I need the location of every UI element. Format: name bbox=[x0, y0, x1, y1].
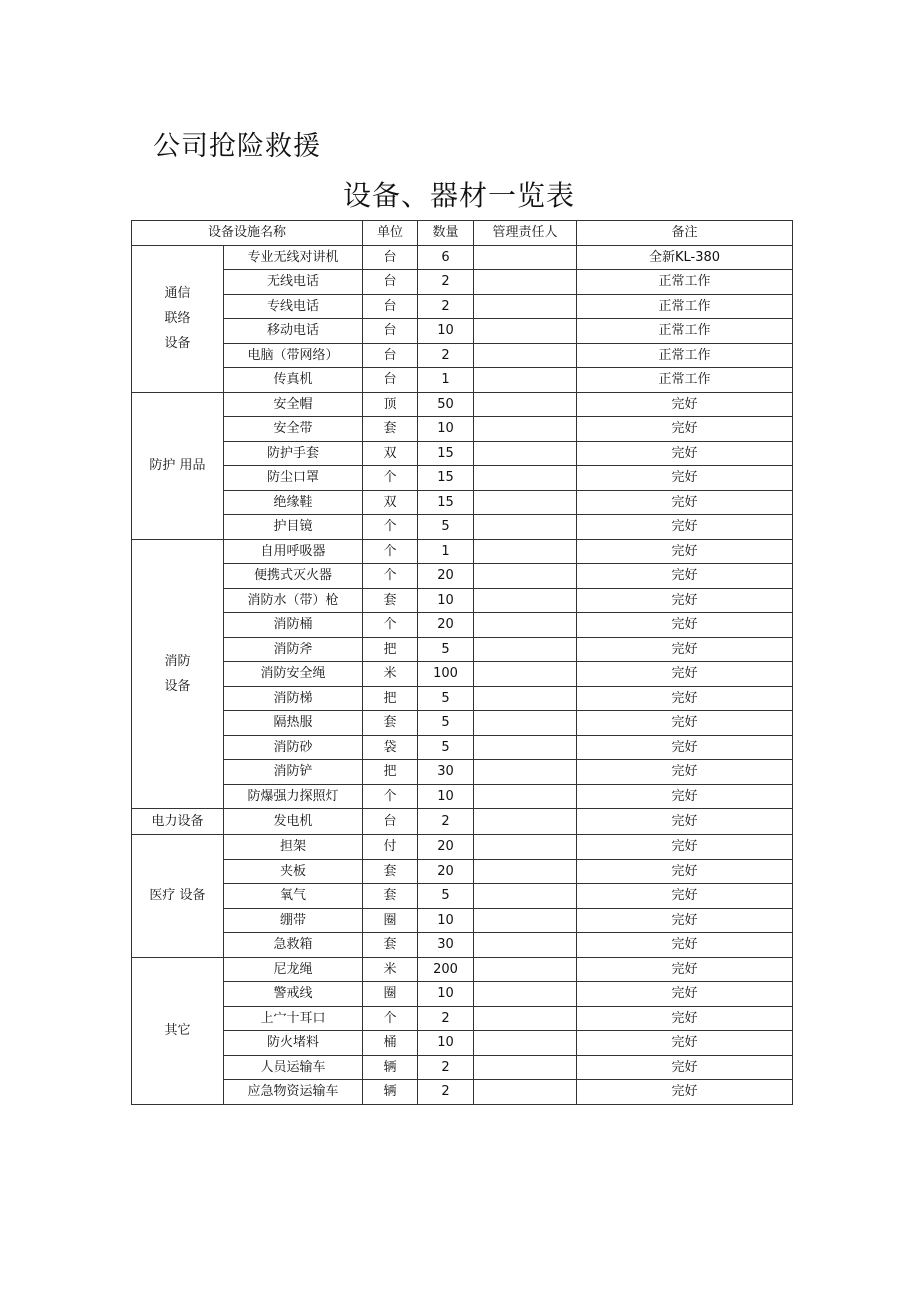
cell-name: 电脑（带网络） bbox=[224, 343, 363, 368]
cell-manager bbox=[474, 982, 577, 1007]
cell-unit: 套 bbox=[363, 859, 418, 884]
cell-qty: 2 bbox=[418, 1006, 474, 1031]
cell-qty: 5 bbox=[418, 637, 474, 662]
cell-note: 完好 bbox=[577, 957, 793, 982]
cell-qty: 15 bbox=[418, 490, 474, 515]
cell-name: 护目镜 bbox=[224, 515, 363, 540]
category-label: 防护 用品 bbox=[149, 458, 206, 473]
cell-unit: 套 bbox=[363, 933, 418, 958]
category-cell bbox=[132, 539, 224, 809]
cell-qty: 10 bbox=[418, 1031, 474, 1056]
cell-name: 警戒线 bbox=[224, 982, 363, 1007]
cell-manager bbox=[474, 884, 577, 909]
cell-note: 完好 bbox=[577, 662, 793, 687]
cell-qty: 5 bbox=[418, 686, 474, 711]
cell-qty: 15 bbox=[418, 441, 474, 466]
cell-note: 完好 bbox=[577, 1006, 793, 1031]
cell-note: 完好 bbox=[577, 417, 793, 442]
category-label: 其它 bbox=[164, 1023, 191, 1038]
cell-note: 完好 bbox=[577, 859, 793, 884]
cell-manager bbox=[474, 637, 577, 662]
cell-unit: 辆 bbox=[363, 1080, 418, 1105]
category-cell bbox=[132, 245, 224, 392]
cell-note: 完好 bbox=[577, 1031, 793, 1056]
cell-unit: 米 bbox=[363, 662, 418, 687]
table-row bbox=[132, 490, 793, 515]
table-row bbox=[132, 784, 793, 809]
cell-manager bbox=[474, 490, 577, 515]
cell-qty: 30 bbox=[418, 933, 474, 958]
table-row bbox=[132, 957, 793, 982]
cell-note: 完好 bbox=[577, 784, 793, 809]
table-row bbox=[132, 809, 793, 835]
cell-note: 正常工作 bbox=[577, 270, 793, 295]
category-label: 医疗 设备 bbox=[149, 888, 206, 904]
cell-name: 专线电话 bbox=[224, 294, 363, 319]
cell-qty: 10 bbox=[418, 908, 474, 933]
cell-unit: 台 bbox=[363, 319, 418, 344]
cell-manager bbox=[474, 270, 577, 295]
header-name: 设备设施名称 bbox=[132, 221, 363, 246]
cell-name: 消防安全绳 bbox=[224, 662, 363, 687]
cell-unit: 个 bbox=[363, 515, 418, 540]
cell-note: 完好 bbox=[577, 564, 793, 589]
cell-unit: 米 bbox=[363, 957, 418, 982]
cell-manager bbox=[474, 686, 577, 711]
cell-note: 完好 bbox=[577, 613, 793, 638]
cell-manager bbox=[474, 809, 577, 835]
category-label: 消防 bbox=[164, 653, 191, 669]
cell-note: 完好 bbox=[577, 637, 793, 662]
cell-name: 防尘口罩 bbox=[224, 466, 363, 491]
cell-qty: 2 bbox=[418, 809, 474, 835]
cell-name: 消防铲 bbox=[224, 760, 363, 785]
cell-manager bbox=[474, 760, 577, 785]
cell-unit: 台 bbox=[363, 270, 418, 295]
cell-qty: 2 bbox=[418, 343, 474, 368]
table-row bbox=[132, 662, 793, 687]
table-row bbox=[132, 835, 793, 860]
cell-manager bbox=[474, 294, 577, 319]
cell-qty: 5 bbox=[418, 515, 474, 540]
cell-qty: 2 bbox=[418, 1080, 474, 1105]
table-row bbox=[132, 933, 793, 958]
cell-note: 完好 bbox=[577, 441, 793, 466]
cell-unit: 个 bbox=[363, 784, 418, 809]
cell-qty: 20 bbox=[418, 564, 474, 589]
page-title: 公司抢险救援 bbox=[153, 131, 321, 162]
cell-unit: 套 bbox=[363, 417, 418, 442]
cell-name: 绝缘鞋 bbox=[224, 490, 363, 515]
cell-name: 专业无线对讲机 bbox=[224, 245, 363, 270]
table-row bbox=[132, 637, 793, 662]
cell-note: 正常工作 bbox=[577, 343, 793, 368]
table-row bbox=[132, 441, 793, 466]
cell-manager bbox=[474, 441, 577, 466]
cell-qty: 50 bbox=[418, 392, 474, 417]
cell-name: 消防梯 bbox=[224, 686, 363, 711]
table-row bbox=[132, 515, 793, 540]
cell-qty: 20 bbox=[418, 613, 474, 638]
cell-unit: 把 bbox=[363, 686, 418, 711]
cell-unit: 把 bbox=[363, 760, 418, 785]
cell-name: 应急物资运输车 bbox=[224, 1080, 363, 1105]
cell-qty: 100 bbox=[418, 662, 474, 687]
cell-qty: 6 bbox=[418, 245, 474, 270]
category-label: 电力设备 bbox=[151, 814, 204, 829]
cell-qty: 5 bbox=[418, 735, 474, 760]
table-row bbox=[132, 711, 793, 736]
table-row bbox=[132, 319, 793, 344]
cell-qty: 2 bbox=[418, 270, 474, 295]
table-row bbox=[132, 686, 793, 711]
cell-name: 消防桶 bbox=[224, 613, 363, 638]
table-row bbox=[132, 466, 793, 491]
cell-qty: 30 bbox=[418, 760, 474, 785]
cell-manager bbox=[474, 1031, 577, 1056]
cell-unit: 辆 bbox=[363, 1055, 418, 1080]
cell-name: 安全带 bbox=[224, 417, 363, 442]
cell-unit: 双 bbox=[363, 441, 418, 466]
cell-unit: 台 bbox=[363, 245, 418, 270]
cell-manager bbox=[474, 539, 577, 564]
cell-unit: 圈 bbox=[363, 908, 418, 933]
table-row bbox=[132, 1055, 793, 1080]
cell-note: 完好 bbox=[577, 711, 793, 736]
table-row bbox=[132, 1006, 793, 1031]
cell-qty: 10 bbox=[418, 784, 474, 809]
header-note: 备注 bbox=[577, 221, 793, 246]
cell-unit: 双 bbox=[363, 490, 418, 515]
cell-manager bbox=[474, 859, 577, 884]
cell-note: 正常工作 bbox=[577, 319, 793, 344]
category-label: 设备 bbox=[164, 678, 191, 694]
cell-manager bbox=[474, 417, 577, 442]
table-row bbox=[132, 859, 793, 884]
cell-name: 上宀十耳口 bbox=[224, 1006, 363, 1031]
cell-manager bbox=[474, 662, 577, 687]
cell-unit: 个 bbox=[363, 466, 418, 491]
table-header-row bbox=[132, 221, 793, 246]
cell-qty: 20 bbox=[418, 859, 474, 884]
table-row bbox=[132, 417, 793, 442]
cell-unit: 付 bbox=[363, 835, 418, 860]
cell-qty: 1 bbox=[418, 368, 474, 393]
table-row bbox=[132, 1080, 793, 1105]
cell-manager bbox=[474, 392, 577, 417]
cell-manager bbox=[474, 515, 577, 540]
cell-note: 正常工作 bbox=[577, 368, 793, 393]
category-cell bbox=[132, 957, 224, 1104]
cell-unit: 个 bbox=[363, 1006, 418, 1031]
cell-unit: 套 bbox=[363, 884, 418, 909]
cell-manager bbox=[474, 588, 577, 613]
table-row bbox=[132, 270, 793, 295]
category-label: 联络 bbox=[164, 311, 191, 326]
cell-manager bbox=[474, 711, 577, 736]
cell-manager bbox=[474, 319, 577, 344]
cell-qty: 2 bbox=[418, 1055, 474, 1080]
cell-name: 便携式灭火器 bbox=[224, 564, 363, 589]
cell-note: 完好 bbox=[577, 539, 793, 564]
cell-unit: 桶 bbox=[363, 1031, 418, 1056]
table-row bbox=[132, 392, 793, 417]
cell-name: 绷带 bbox=[224, 908, 363, 933]
category-label: 设备 bbox=[164, 336, 191, 351]
cell-manager bbox=[474, 343, 577, 368]
cell-qty: 10 bbox=[418, 319, 474, 344]
cell-manager bbox=[474, 466, 577, 491]
cell-unit: 台 bbox=[363, 294, 418, 319]
cell-unit: 个 bbox=[363, 564, 418, 589]
cell-qty: 200 bbox=[418, 957, 474, 982]
cell-unit: 台 bbox=[363, 368, 418, 393]
cell-qty: 10 bbox=[418, 588, 474, 613]
cell-note: 完好 bbox=[577, 392, 793, 417]
cell-manager bbox=[474, 1055, 577, 1080]
cell-note: 正常工作 bbox=[577, 294, 793, 319]
cell-unit: 把 bbox=[363, 637, 418, 662]
cell-unit: 个 bbox=[363, 613, 418, 638]
table-row bbox=[132, 1031, 793, 1056]
cell-name: 发电机 bbox=[224, 809, 363, 835]
cell-name: 人员运输车 bbox=[224, 1055, 363, 1080]
cell-note: 完好 bbox=[577, 515, 793, 540]
cell-note: 完好 bbox=[577, 1055, 793, 1080]
table-row bbox=[132, 884, 793, 909]
cell-manager bbox=[474, 368, 577, 393]
category-cell bbox=[132, 809, 224, 835]
cell-qty: 5 bbox=[418, 884, 474, 909]
table-row bbox=[132, 245, 793, 270]
table-row bbox=[132, 294, 793, 319]
cell-manager bbox=[474, 835, 577, 860]
cell-note: 完好 bbox=[577, 686, 793, 711]
cell-qty: 10 bbox=[418, 982, 474, 1007]
cell-qty: 20 bbox=[418, 835, 474, 860]
cell-note: 完好 bbox=[577, 588, 793, 613]
cell-note: 完好 bbox=[577, 908, 793, 933]
cell-note: 完好 bbox=[577, 1080, 793, 1105]
cell-manager bbox=[474, 957, 577, 982]
cell-unit: 圈 bbox=[363, 982, 418, 1007]
cell-manager bbox=[474, 1080, 577, 1105]
cell-manager bbox=[474, 933, 577, 958]
cell-manager bbox=[474, 908, 577, 933]
table-row bbox=[132, 908, 793, 933]
cell-note: 完好 bbox=[577, 809, 793, 835]
cell-name: 自用呼吸器 bbox=[224, 539, 363, 564]
cell-note: 完好 bbox=[577, 933, 793, 958]
table-row bbox=[132, 343, 793, 368]
category-cell bbox=[132, 835, 224, 958]
cell-note: 完好 bbox=[577, 835, 793, 860]
cell-note: 全新KL-380 bbox=[577, 245, 793, 270]
table-title: 设备、器材一览表 bbox=[343, 179, 576, 212]
table-row bbox=[132, 760, 793, 785]
cell-unit: 台 bbox=[363, 809, 418, 835]
cell-name: 消防水（带）枪 bbox=[224, 588, 363, 613]
cell-note: 完好 bbox=[577, 760, 793, 785]
table-row bbox=[132, 982, 793, 1007]
cell-qty: 10 bbox=[418, 417, 474, 442]
cell-unit: 台 bbox=[363, 343, 418, 368]
cell-name: 夹板 bbox=[224, 859, 363, 884]
category-label: 通信 bbox=[164, 286, 191, 301]
cell-name: 消防砂 bbox=[224, 735, 363, 760]
cell-name: 急救箱 bbox=[224, 933, 363, 958]
cell-manager bbox=[474, 1006, 577, 1031]
cell-manager bbox=[474, 613, 577, 638]
table-row bbox=[132, 613, 793, 638]
cell-manager bbox=[474, 564, 577, 589]
cell-name: 消防斧 bbox=[224, 637, 363, 662]
cell-qty: 5 bbox=[418, 711, 474, 736]
cell-qty: 15 bbox=[418, 466, 474, 491]
cell-unit: 个 bbox=[363, 539, 418, 564]
header-qty: 数量 bbox=[418, 221, 474, 246]
cell-name: 移动电话 bbox=[224, 319, 363, 344]
header-unit: 单位 bbox=[363, 221, 418, 246]
table-row bbox=[132, 588, 793, 613]
cell-name: 尼龙绳 bbox=[224, 957, 363, 982]
cell-name: 传真机 bbox=[224, 368, 363, 393]
cell-name: 隔热服 bbox=[224, 711, 363, 736]
header-manager: 管理责任人 bbox=[474, 221, 577, 246]
cell-unit: 套 bbox=[363, 588, 418, 613]
cell-name: 担架 bbox=[224, 835, 363, 860]
cell-unit: 袋 bbox=[363, 735, 418, 760]
cell-note: 完好 bbox=[577, 466, 793, 491]
cell-name: 防护手套 bbox=[224, 441, 363, 466]
cell-unit: 套 bbox=[363, 711, 418, 736]
cell-note: 完好 bbox=[577, 982, 793, 1007]
cell-manager bbox=[474, 245, 577, 270]
cell-note: 完好 bbox=[577, 735, 793, 760]
category-cell bbox=[132, 392, 224, 539]
cell-name: 防火堵料 bbox=[224, 1031, 363, 1056]
equipment-table bbox=[131, 220, 793, 1105]
cell-unit: 顶 bbox=[363, 392, 418, 417]
table-row bbox=[132, 539, 793, 564]
table-row bbox=[132, 735, 793, 760]
cell-name: 防爆强力探照灯 bbox=[224, 784, 363, 809]
cell-name: 安全帽 bbox=[224, 392, 363, 417]
cell-note: 完好 bbox=[577, 490, 793, 515]
table-row bbox=[132, 368, 793, 393]
cell-qty: 1 bbox=[418, 539, 474, 564]
cell-note: 完好 bbox=[577, 884, 793, 909]
table-body bbox=[132, 245, 793, 1104]
cell-name: 无线电话 bbox=[224, 270, 363, 295]
cell-name: 氧气 bbox=[224, 884, 363, 909]
cell-manager bbox=[474, 735, 577, 760]
table-row bbox=[132, 564, 793, 589]
cell-qty: 2 bbox=[418, 294, 474, 319]
cell-manager bbox=[474, 784, 577, 809]
